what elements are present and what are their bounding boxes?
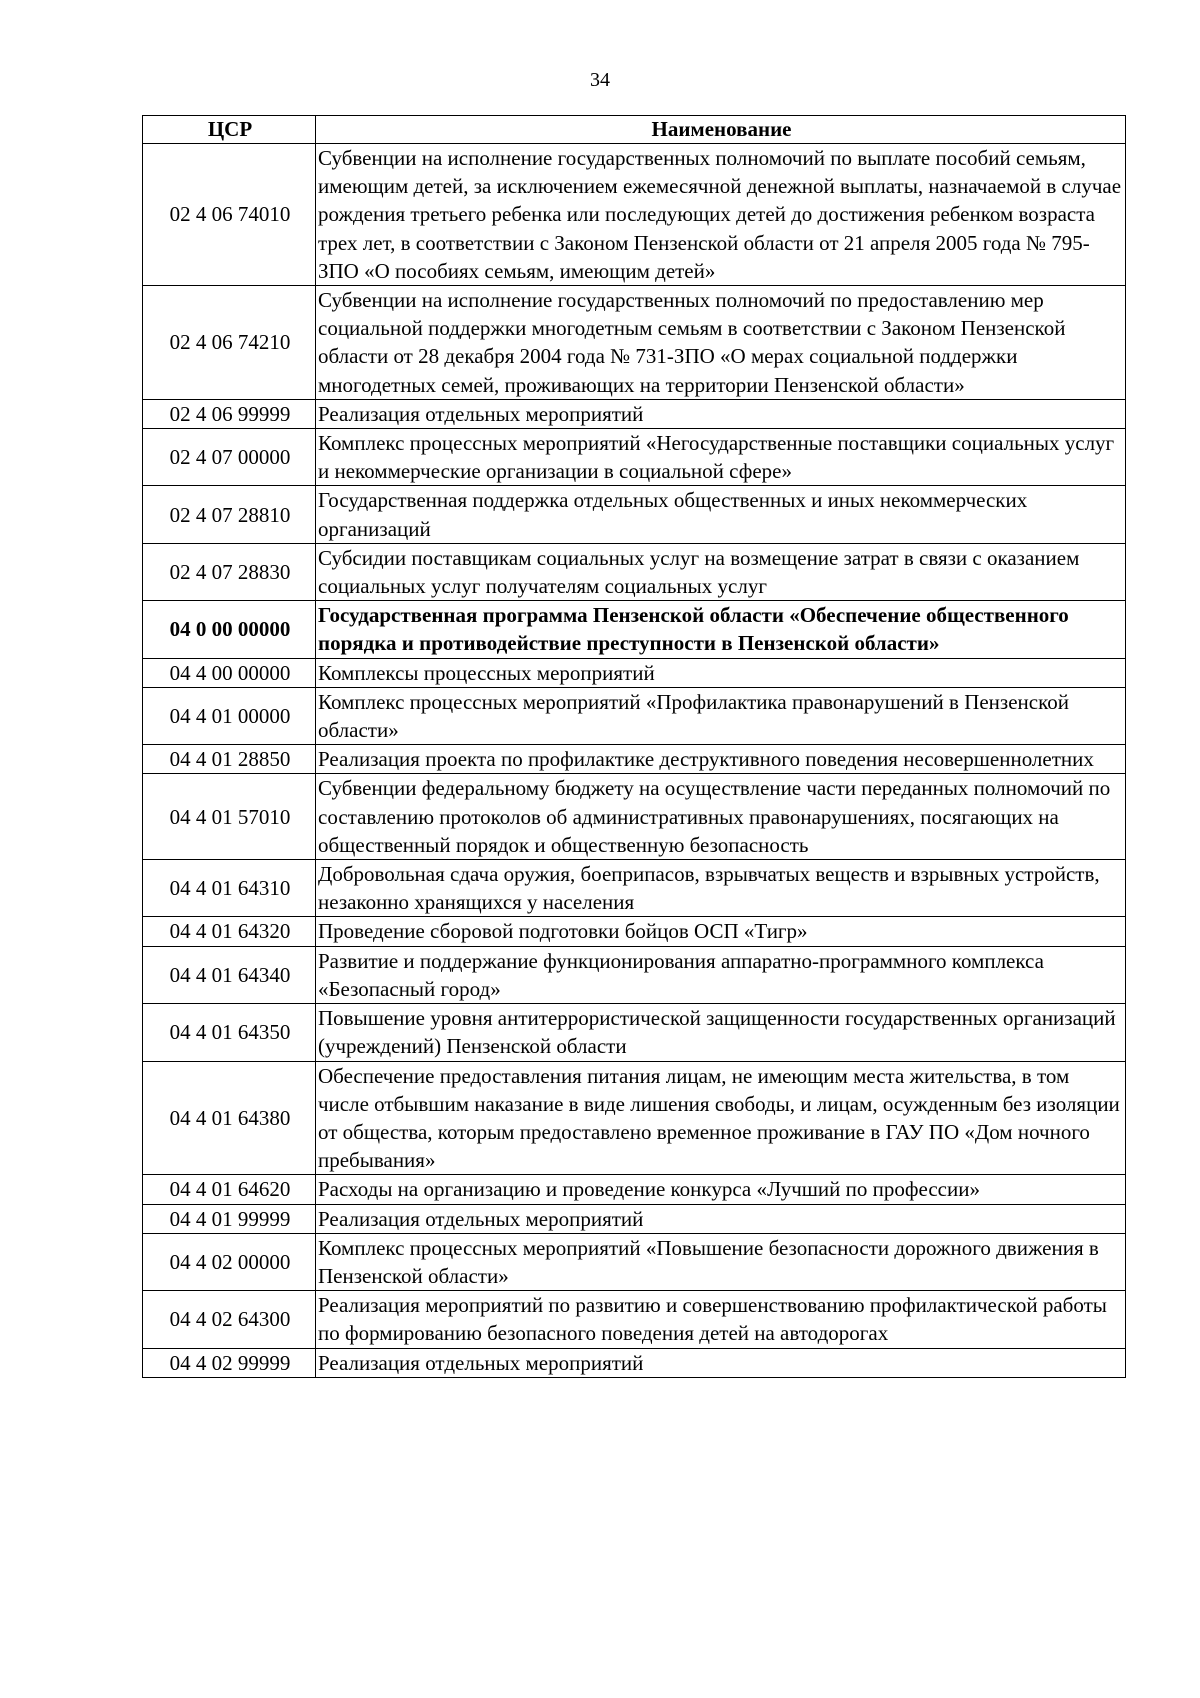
row-code: 04 4 01 99999: [143, 1204, 316, 1233]
row-code: 04 4 01 64340: [143, 946, 316, 1003]
row-name: Реализация отдельных мероприятий: [316, 1204, 1126, 1233]
table-row: [143, 486, 1126, 543]
page-number: 34: [590, 69, 610, 91]
row-name: Реализация мероприятий по развитию и совершенствованию профилактической работы по формированию безопасного поведения детей на автодорогах: [316, 1291, 1126, 1348]
row-name: Субвенции на исполнение государственных полномочий по выплате пособий семьям, имеющим детей, за исключением ежемесячной денежной выплаты, назначаемой в случае рождения третьего ребенка или последующих детей до достижения ребенком возраста трех лет, в соответствии с Законом Пензенской области от 21 апреля 2005 года № 795-ЗПО «О пособиях семьям, имеющим детей»: [316, 144, 1126, 286]
row-name: Субсидии поставщикам социальных услуг на возмещение затрат в связи с оказанием социальных услуг получателям социальных услуг: [316, 543, 1126, 600]
row-code: 02 4 07 28830: [143, 543, 316, 600]
csr-table: [142, 115, 1126, 1378]
row-name: Комплекс процессных мероприятий «Профилактика правонарушений в Пензенской области»: [316, 687, 1126, 744]
row-name: Государственная поддержка отдельных общественных и иных некоммерческих организаций: [316, 486, 1126, 543]
table-row: [143, 1175, 1126, 1204]
table-row: [143, 1004, 1126, 1061]
row-code: 04 4 02 00000: [143, 1233, 316, 1290]
row-code: 04 4 01 00000: [143, 687, 316, 744]
table-row: [143, 946, 1126, 1003]
table-row: [143, 1204, 1126, 1233]
table-row: [143, 860, 1126, 917]
row-code: 02 4 06 99999: [143, 399, 316, 428]
table-row-program: [143, 601, 1126, 658]
row-code: 02 4 07 28810: [143, 486, 316, 543]
table-row: [143, 286, 1126, 400]
row-name: Государственная программа Пензенской области «Обеспечение общественного порядка и противодействие преступности в Пензенской области»: [316, 601, 1126, 658]
table-row: [143, 687, 1126, 744]
row-code: 04 4 01 28850: [143, 745, 316, 774]
header-name: Наименование: [316, 116, 1126, 144]
row-code: 04 4 01 64320: [143, 917, 316, 946]
row-name: Комплекс процессных мероприятий «Негосударственные поставщики социальных услуг и некоммерческие организации в социальной сфере»: [316, 429, 1126, 486]
row-name: Обеспечение предоставления питания лицам, не имеющим места жительства, в том числе отбывшим наказание в виде лишения свободы, и лицам, осужденным без изоляции от общества, которым предоставлено временное проживание в ГАУ ПО «Дом ночного пребывания»: [316, 1061, 1126, 1175]
table-row: [143, 399, 1126, 428]
header-code: ЦСР: [143, 116, 316, 144]
row-code: 04 4 00 00000: [143, 658, 316, 687]
row-code: 04 4 02 64300: [143, 1291, 316, 1348]
row-name: Комплекс процессных мероприятий «Повышение безопасности дорожного движения в Пензенской области»: [316, 1233, 1126, 1290]
table-row: [143, 1061, 1126, 1175]
table-row: [143, 144, 1126, 286]
row-code: 04 4 01 64380: [143, 1061, 316, 1175]
row-code: 04 4 02 99999: [143, 1348, 316, 1377]
row-code: 04 0 00 00000: [143, 601, 316, 658]
row-name: Реализация отдельных мероприятий: [316, 1348, 1126, 1377]
row-name: Субвенции федеральному бюджету на осуществление части переданных полномочий по составлению протоколов об административных правонарушениях, посягающих на общественный порядок и общественную безопасность: [316, 774, 1126, 860]
row-name: Развитие и поддержание функционирования аппаратно-программного комплекса «Безопасный город»: [316, 946, 1126, 1003]
row-code: 04 4 01 64620: [143, 1175, 316, 1204]
row-name: Повышение уровня антитеррористической защищенности государственных организаций (учреждений) Пензенской области: [316, 1004, 1126, 1061]
row-code: 02 4 06 74010: [143, 144, 316, 286]
table-header-row: [143, 116, 1126, 144]
row-name: Добровольная сдача оружия, боеприпасов, взрывчатых веществ и взрывных устройств, незаконно хранящихся у населения: [316, 860, 1126, 917]
table-row: [143, 745, 1126, 774]
row-name: Реализация отдельных мероприятий: [316, 399, 1126, 428]
table-row: [143, 1233, 1126, 1290]
table-row: [143, 429, 1126, 486]
table-row: [143, 658, 1126, 687]
table-row: [143, 543, 1126, 600]
row-code: 04 4 01 57010: [143, 774, 316, 860]
row-name: Реализация проекта по профилактике деструктивного поведения несовершеннолетних: [316, 745, 1126, 774]
row-code: 04 4 01 64350: [143, 1004, 316, 1061]
row-code: 02 4 07 00000: [143, 429, 316, 486]
table-row: [143, 774, 1126, 860]
row-name: Субвенции на исполнение государственных полномочий по предоставлению мер социальной поддержки многодетным семьям в соответствии с Законом Пензенской области от 28 декабря 2004 года № 731-ЗПО «О мерах социальной поддержки многодетных семей, проживающих на территории Пензенской области»: [316, 286, 1126, 400]
row-code: 04 4 01 64310: [143, 860, 316, 917]
table-row: [143, 1291, 1126, 1348]
row-name: Комплексы процессных мероприятий: [316, 658, 1126, 687]
row-name: Проведение сборовой подготовки бойцов ОСП «Тигр»: [316, 917, 1126, 946]
row-code: 02 4 06 74210: [143, 286, 316, 400]
table-row: [143, 1348, 1126, 1377]
row-name: Расходы на организацию и проведение конкурса «Лучший по профессии»: [316, 1175, 1126, 1204]
table-row: [143, 917, 1126, 946]
